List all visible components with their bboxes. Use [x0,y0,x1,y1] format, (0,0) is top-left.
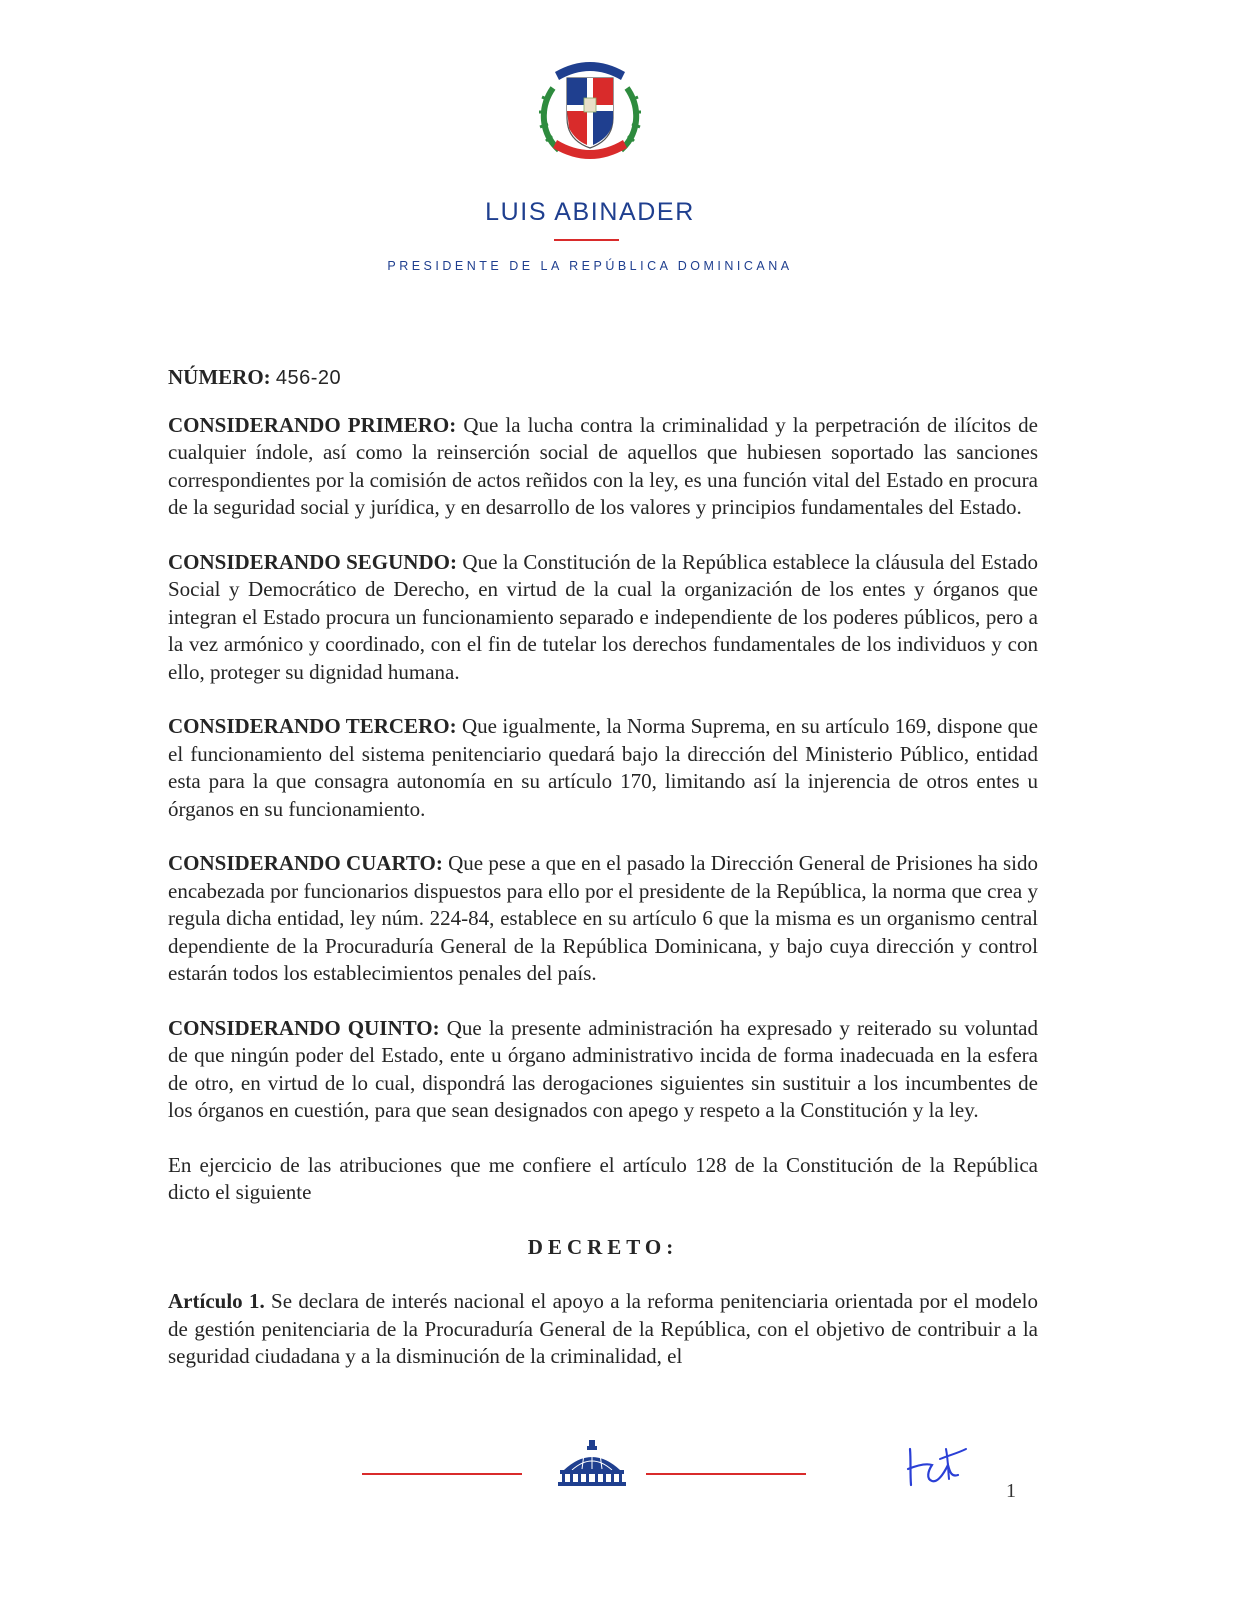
considerando-text: Que la lucha contra la criminalidad y la perpetración de ilícitos de cualquier índole, así como la reinserción social de aquellos que hubiesen soportado las sanciones correspondientes por la comisión de actos reñidos con la ley, es una función vital del Estado en procura de la seguridad social y jurídica, y en desarrollo de los valores y principios fundamentales del Estado. [168,412,1039,519]
dominican-coat-of-arms-icon [535,48,645,166]
considerando-text: Que igualmente, la Norma Suprema, en su artículo 169, dispone que el funcionamiento del sistema penitenciario quedará bajo la dirección del Ministerio Público, entidad esta para la que consagra autonomía en su artículo 170, limitando así la injerencia de otros entes u órganos en su funcionamiento. [168,714,1039,821]
considerando-text: Que la presente administración ha expresado y reiterado su voluntad de que ningún poder del Estado, ente u órgano administrativo incida de forma inadecuada en la esfera de otro, en virtud de lo cual, dispondrá las derogaciones siguientes sin sustituir a los incumbentes de los órganos en cuestión, para que sean designados con apego y respeto a la Constitución y la ley. [168,1015,1038,1122]
footer-rule-right [646,1473,806,1475]
considerando-paragraph [168,713,1038,823]
document-body [168,364,1038,1398]
considerando-paragraph [168,1015,1038,1125]
articulo-text: Se declara de interés nacional el apoyo a la reforma penitenciaria orientada por el modelo de gestión penitenciaria de la Procuraduría General de la República, con el objetivo de contribuir a la seguridad ciudadana y a la disminución de la criminalidad, el [168,1289,1038,1368]
considerando-text: Que la Constitución de la República establece la cláusula del Estado Social y Democrático de Derecho, en virtud de la cual la organización de los entes y órganos que integran el Estado procura un funcionamiento separado e independiente de los poderes públicos, pero a la vez armónico y coordinado, con el fin de tutelar los derechos fundamentales de los individuos y con ello, proteger su dignidad humana. [168,549,1039,684]
decree-number-label: NÚMERO: [168,365,271,389]
letterhead-name: LUIS ABINADER [485,198,695,226]
considerando-paragraph [168,850,1038,988]
considerando-lead: CONSIDERANDO SEGUNDO: [168,549,457,574]
articulo-lead: Artículo 1. [168,1289,265,1313]
decree-number-value: 456-20 [275,367,342,389]
handwritten-initials-icon [902,1443,972,1489]
considerando-lead: CONSIDERANDO TERCERO: [168,714,457,738]
articulo-paragraph [168,1288,1038,1371]
considerando-lead: CONSIDERANDO PRIMERO: [168,412,457,437]
considerando-paragraph [168,549,1038,687]
letterhead-title: PRESIDENTE DE LA REPÚBLICA DOMINICANA [387,259,793,273]
decree-number [168,364,1038,393]
page-number: 1 [1006,1480,1016,1502]
considerando-text: Que pese a que en el pasado la Dirección General de Prisiones ha sido encabezada por funcionarios dispuestos para ello por el presidente de la República, la norma que crea y regula dicha entidad, ley núm. 224-84, establece en su artículo 6 que la misma es un organismo central dependiente de la Procuraduría General de la República Dominicana, y bajo cuya dirección y control estarán todos los establecimientos penales del país. [168,851,1038,985]
considerando-lead: CONSIDERANDO QUINTO: [168,1015,440,1040]
footer-rule-left [362,1473,522,1475]
decreto-heading: DECRETO: [527,1234,679,1259]
ejercicio-paragraph: En ejercicio de las atribuciones que me confiere el artículo 128 de la Constitución de la República dicto el siguiente [168,1152,1038,1204]
considerando-lead: CONSIDERANDO CUARTO: [168,851,443,875]
letterhead-divider [554,239,619,241]
considerando-paragraph [168,412,1038,522]
palace-dome-icon [554,1440,630,1488]
